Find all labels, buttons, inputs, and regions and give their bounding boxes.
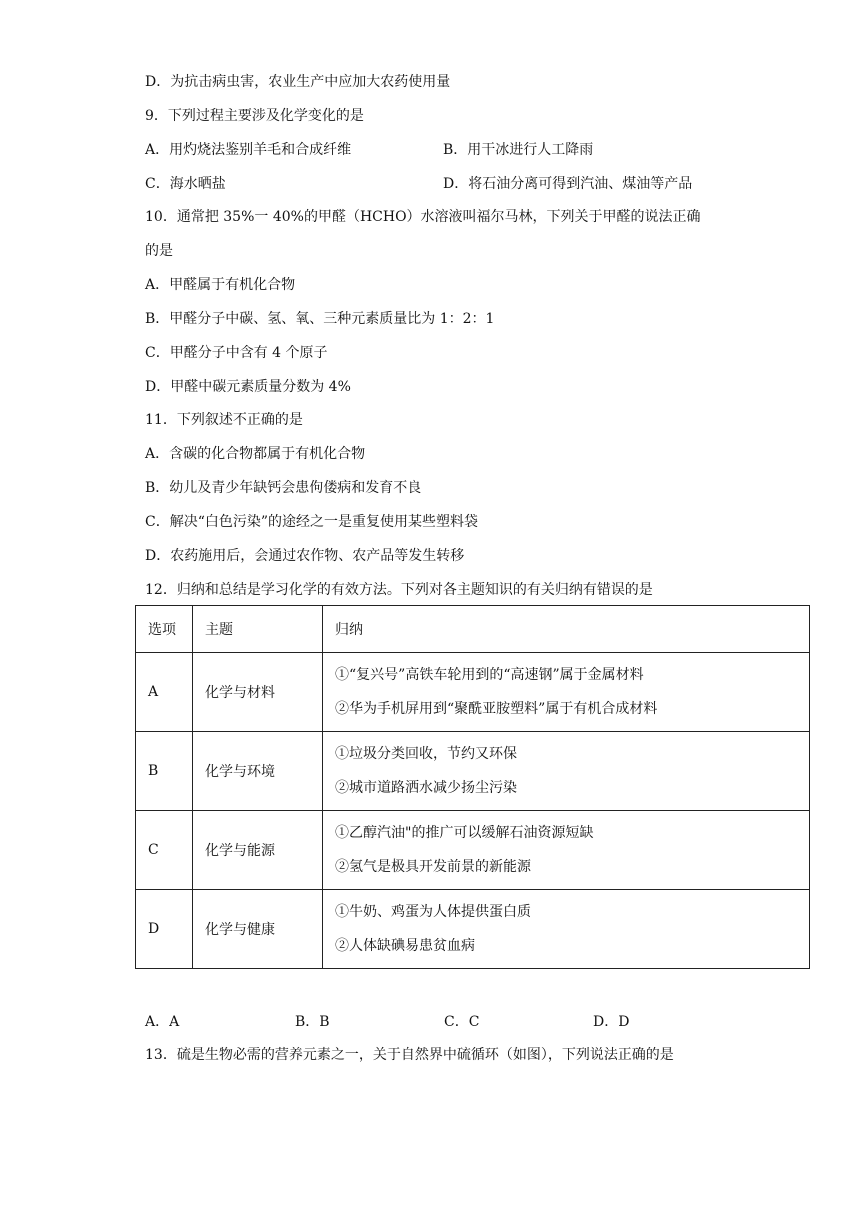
q11-option-c: C．解决“白色污染”的途经之一是重复使用某些塑料袋 bbox=[145, 514, 479, 530]
table-header-topic: 主题 bbox=[193, 606, 323, 653]
row-topic: 化学与能源 bbox=[193, 811, 323, 890]
row-topic: 化学与健康 bbox=[193, 890, 323, 969]
table-row bbox=[136, 732, 810, 811]
q10-option-d: D．甲醛中碳元素质量分数为 4% bbox=[145, 379, 351, 395]
q10-option-b: B．甲醛分子中碳、氢、氧、三种元素质量比为 1：2：1 bbox=[145, 311, 495, 327]
row-summary bbox=[323, 811, 810, 890]
table-header-summary: 归纳 bbox=[323, 606, 810, 653]
q12-answer-b: B．B bbox=[295, 1014, 330, 1030]
q12-answer-d: D．D bbox=[593, 1014, 630, 1030]
q12-answer-a: A．A bbox=[145, 1014, 180, 1030]
q9-option-c: C．海水晒盐 bbox=[145, 176, 226, 192]
q11-stem: 11．下列叙述不正确的是 bbox=[145, 412, 303, 428]
row-summary bbox=[323, 890, 810, 969]
q11-option-a: A．含碳的化合物都属于有机化合物 bbox=[145, 446, 366, 462]
q10-stem-line1: 10．通常把 35%一 40%的甲醛（HCHO）水溶液叫福尔马林，下列关于甲醛的说法正确 bbox=[145, 209, 701, 225]
table-row bbox=[136, 890, 810, 969]
q9-option-d: D．将石油分离可得到汽油、煤油等产品 bbox=[443, 176, 693, 192]
summary-item: ①垃圾分类回收，节约又环保 bbox=[335, 746, 517, 762]
row-topic: 化学与材料 bbox=[193, 653, 323, 732]
summary-table bbox=[135, 605, 810, 969]
q12-stem: 12．归纳和总结是学习化学的有效方法。下列对各主题知识的有关归纳有错误的是 bbox=[145, 582, 653, 598]
row-summary bbox=[323, 732, 810, 811]
q8-option-d: D．为抗击病虫害，农业生产中应加大农药使用量 bbox=[145, 74, 451, 90]
q13-stem: 13．硫是生物必需的营养元素之一，关于自然界中硫循环（如图），下列说法正确的是 bbox=[145, 1047, 674, 1063]
summary-item: ①乙醇汽油"的推广可以缓解石油资源短缺 bbox=[335, 825, 594, 841]
summary-item: ②氢气是极具开发前景的新能源 bbox=[335, 859, 531, 875]
q11-option-d: D．农药施用后，会通过农作物、农产品等发生转移 bbox=[145, 548, 465, 564]
table-row bbox=[136, 811, 810, 890]
row-option: C bbox=[136, 811, 193, 890]
summary-item: ②人体缺碘易患贫血病 bbox=[335, 938, 475, 954]
table-header-option: 选项 bbox=[136, 606, 193, 653]
q9-stem: 9．下列过程主要涉及化学变化的是 bbox=[145, 108, 364, 124]
summary-item: ①“复兴号”高铁车轮用到的“高速钢”属于金属材料 bbox=[335, 667, 644, 683]
table-header-row bbox=[136, 606, 810, 653]
summary-item: ②华为手机屏用到“聚酰亚胺塑料”属于有机合成材料 bbox=[335, 701, 658, 717]
summary-item: ①牛奶、鸡蛋为人体提供蛋白质 bbox=[335, 904, 531, 920]
q12-answer-c: C．C bbox=[444, 1014, 480, 1030]
q10-option-a: A．甲醛属于有机化合物 bbox=[145, 277, 296, 293]
row-option: A bbox=[136, 653, 193, 732]
summary-item: ②城市道路洒水减少扬尘污染 bbox=[335, 780, 517, 796]
row-option: D bbox=[136, 890, 193, 969]
q10-option-c: C．甲醛分子中含有 4 个原子 bbox=[145, 345, 328, 361]
q9-option-a: A．用灼烧法鉴别羊毛和合成纤维 bbox=[145, 142, 352, 158]
row-topic: 化学与环境 bbox=[193, 732, 323, 811]
table-row bbox=[136, 653, 810, 732]
row-option: B bbox=[136, 732, 193, 811]
q9-option-b: B．用干冰进行人工降雨 bbox=[443, 142, 594, 158]
q10-stem-line2: 的是 bbox=[145, 243, 173, 259]
q11-option-b: B．幼儿及青少年缺钙会患佝偻病和发育不良 bbox=[145, 480, 422, 496]
row-summary bbox=[323, 653, 810, 732]
